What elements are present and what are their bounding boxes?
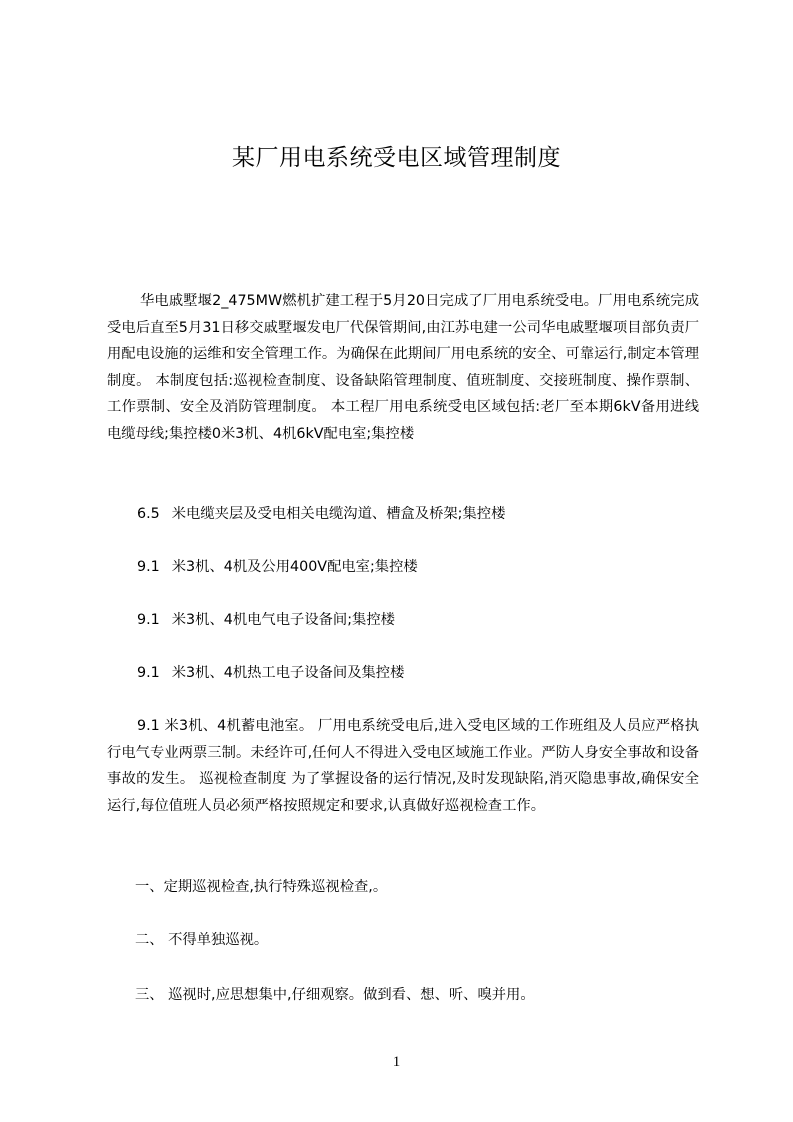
inspection-paragraph: 9.1 米3机、4机蓄电池室。 厂用电系统受电后,进入受电区域的工作班组及人员应严格执行电气专业两票三制。未经许可,任何人不得进入受电区域施工作业。严防人身安全事故和设备事故的发生。 巡视检查制度 为了掌握设备的运行情况,及时发现缺陷,消灭隐患事故,确保安全运行,每位值班人员必须严格按照规定和要求,认真做好巡视检查工作。 [107, 718, 699, 814]
numbered-item-label: 三、 [135, 987, 164, 1003]
item-text: 米电缆夹层及受电相关电缆沟道、槽盒及桥架;集控楼 [171, 506, 506, 522]
document-title: 某厂用电系统受电区域管理制度 [232, 145, 561, 171]
item-number: 9.1 [137, 665, 160, 681]
item-text: 米3机、4机及公用400V配电室;集控楼 [171, 559, 418, 575]
numbered-item-text: 定期巡视检查,执行特殊巡视检查,。 [163, 879, 388, 895]
item-number: 9.1 [137, 559, 160, 575]
numbered-item [107, 927, 699, 954]
list-item [107, 660, 699, 687]
item-text: 米3机、4机电气电子设备间;集控楼 [171, 612, 395, 628]
list-item [107, 607, 699, 634]
list-item [107, 501, 699, 528]
list-item [107, 554, 699, 581]
page-number: 1 [392, 1054, 401, 1070]
intro-paragraph: 华电戚墅堰2_475MW燃机扩建工程于5月20日完成了厂用电系统受电。厂用电系统完成受电后直至5月31日移交戚墅堰发电厂代保管期间,由江苏电建一公司华电戚墅堰项目部负责厂用配电设施的运维和安全管理工作。为确保在此期间厂用电系统的安全、可靠运行,制定本管理制度。 本制度包括:巡视检查制度、设备缺陷管理制度、值班制度、交接班制度、操作票制、工作票制、安全及消防管理制度。 本工程厂用电系统受电区域包括:老厂至本期6kV备用进线电缆母线;集控楼0米3机、4机6kV配电室;集控楼 [107, 293, 699, 442]
numbered-item-text: 巡视时,应思想集中,仔细观察。做到看、想、听、嗅并用。 [163, 987, 535, 1003]
item-number: 6.5 [137, 506, 160, 522]
item-text: 米3机、4机热工电子设备间及集控楼 [171, 665, 405, 681]
item-number: 9.1 [137, 612, 160, 628]
numbered-item [107, 982, 699, 1009]
numbered-item-label: 一、 [135, 879, 164, 895]
numbered-item-label: 二、 [135, 932, 164, 948]
numbered-item [107, 874, 699, 901]
numbered-item-text: 不得单独巡视。 [163, 932, 269, 948]
